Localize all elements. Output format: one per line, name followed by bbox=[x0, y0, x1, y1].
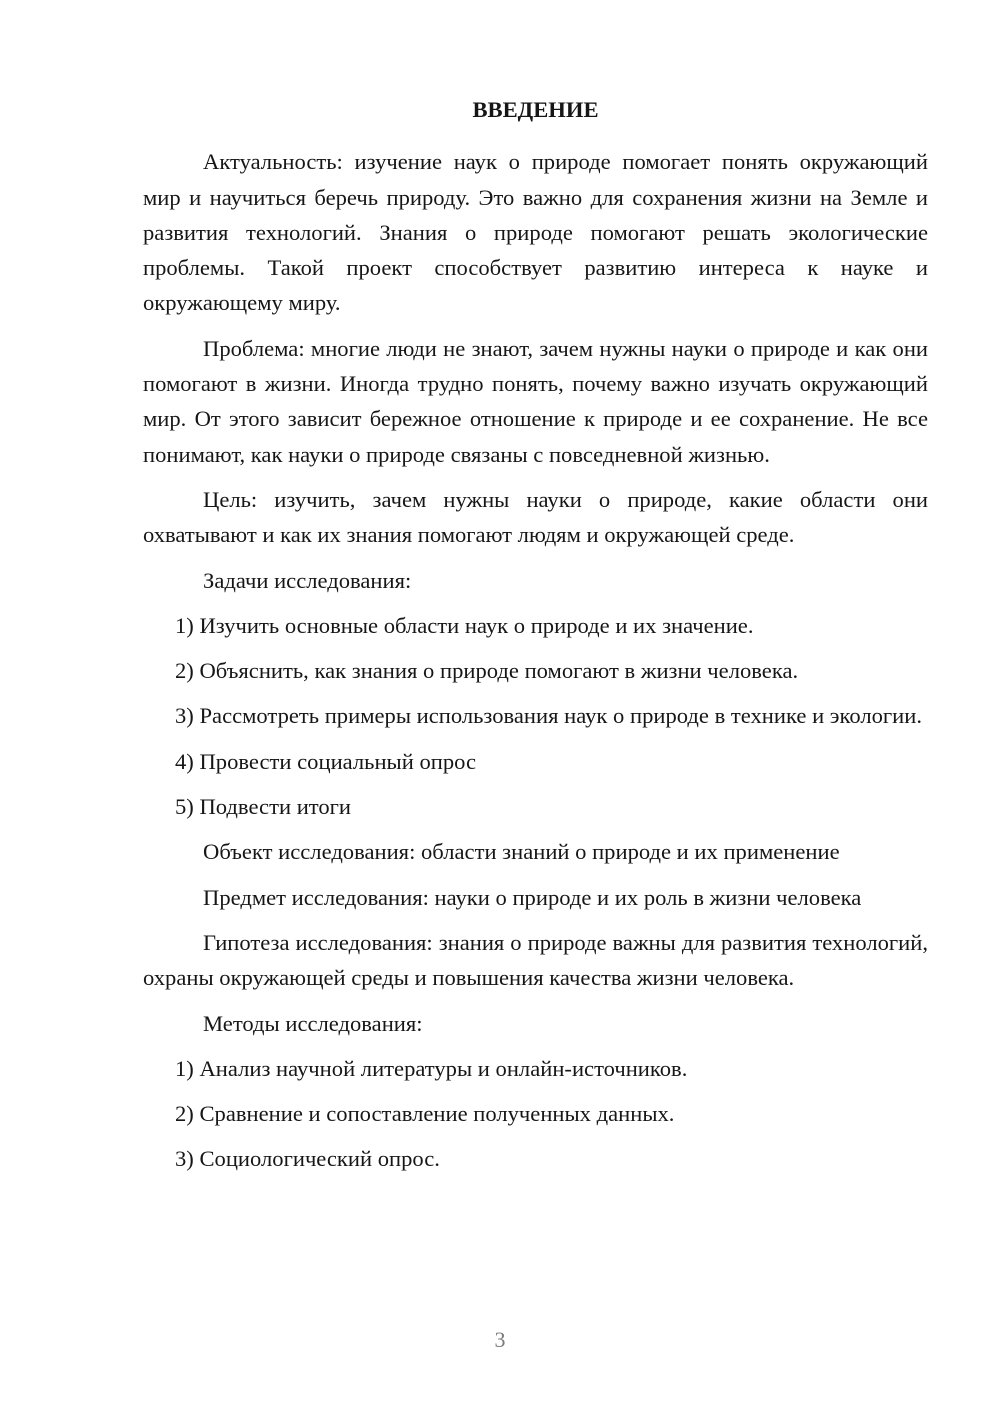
hypothesis-paragraph: Гипотеза исследования: знания о природе важны для развития технологий, охраны окружающей среды и повышения качества жизни человека. bbox=[143, 929, 928, 991]
page-title: ВВЕДЕНИЕ bbox=[472, 97, 599, 122]
object-paragraph: Объект исследования: области знаний о природе и их применение bbox=[203, 839, 840, 865]
method-item-3: 3) Социологический опрос. bbox=[175, 1146, 440, 1172]
subject-paragraph: Предмет исследования: науки о природе и их роль в жизни человека bbox=[203, 884, 862, 910]
task-item-5: 5) Подвести итоги bbox=[175, 794, 352, 820]
task-item-1: 1) Изучить основные области наук о природе и их значение. bbox=[175, 612, 754, 638]
method-item-2: 2) Сравнение и сопоставление полученных данных. bbox=[175, 1101, 675, 1127]
task-item-2: 2) Объяснить, как знания о природе помогают в жизни человека. bbox=[175, 658, 799, 684]
task-item-4: 4) Провести социальный опрос bbox=[175, 748, 477, 774]
tasks-heading: Задачи исследования: bbox=[203, 567, 412, 593]
page-number: 3 bbox=[494, 1327, 506, 1352]
goal-paragraph: Цель: изучить, зачем нужны науки о природе, какие области они охватывают и как их знания помогают людям и окружающей среде. bbox=[143, 486, 928, 548]
task-item-3: 3) Рассмотреть примеры использования наук о природе в технике и экологии. bbox=[175, 703, 923, 729]
methods-heading: Методы исследования: bbox=[203, 1010, 423, 1036]
problem-paragraph: Проблема: многие люди не знают, зачем нужны науки о природе и как они помогают в жизни. Иногда трудно понять, почему важно изучать окружающий мир. От этого зависит бережное отношение к природе и ее сохранение. Не все понимают, как науки о природе связаны с повседневной жизнью. bbox=[143, 335, 928, 467]
method-item-1: 1) Анализ научной литературы и онлайн-источников. bbox=[175, 1055, 688, 1081]
relevance-paragraph: Актуальность: изучение наук о природе помогает понять окружающий мир и научиться беречь природу. Это важно для сохранения жизни на Земле и развития технологий. Знания о природе помогают решать экологические проблемы. Такой проект способствует развитию интереса к науке и окружающему миру. bbox=[143, 149, 928, 316]
page-content bbox=[143, 92, 928, 1187]
